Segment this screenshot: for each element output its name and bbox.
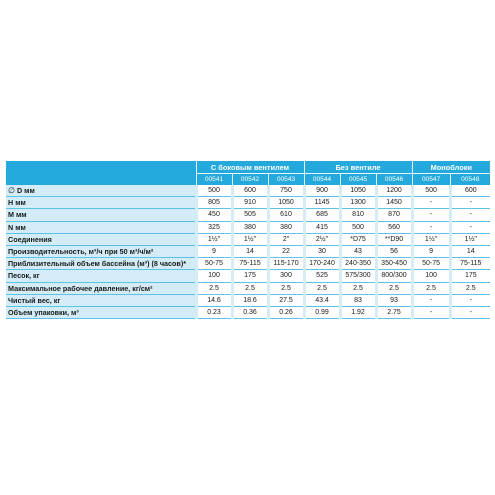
table-cell: 1050 (268, 197, 304, 209)
table-cell: - (450, 209, 490, 221)
table-row (6, 197, 490, 209)
table-cell: 500 (340, 221, 376, 233)
table-cell: 2.5 (268, 282, 304, 294)
table-cell: - (412, 209, 450, 221)
table-cell: 100 (412, 270, 450, 282)
table-cell: - (450, 306, 490, 318)
table-cell: 1200 (376, 185, 412, 197)
row-label-text: Чистый вес, кг (8, 295, 61, 305)
table-cell: 2.5 (376, 282, 412, 294)
table-cell: 750 (268, 185, 304, 197)
table-cell: 575/300 (340, 270, 376, 282)
table-cell: 0.99 (304, 306, 340, 318)
table-cell: 800/300 (376, 270, 412, 282)
group-header-row (6, 161, 490, 174)
table-cell: 0.23 (196, 306, 232, 318)
code-header: 00543 (268, 174, 304, 186)
table-cell: - (412, 221, 450, 233)
table-cell: 14.6 (196, 294, 232, 306)
table-cell: 525 (304, 270, 340, 282)
table-cell: 500 (412, 185, 450, 197)
row-label-text: H мм (8, 198, 26, 208)
row-label-text: N мм (8, 222, 26, 232)
table-cell: - (412, 306, 450, 318)
row-label (6, 233, 196, 245)
table-cell: 50-75 (196, 258, 232, 270)
table-cell: 14 (450, 245, 490, 257)
table-cell: 175 (450, 270, 490, 282)
code-header: 00548 (450, 174, 490, 186)
row-label (6, 306, 196, 318)
table-cell: 30 (304, 245, 340, 257)
row-label (6, 258, 196, 270)
table-cell: 350-450 (376, 258, 412, 270)
table-row (6, 209, 490, 221)
table-cell: 1½" (196, 233, 232, 245)
table-cell: 43.4 (304, 294, 340, 306)
table-cell: 325 (196, 221, 232, 233)
table-cell: 500 (196, 185, 232, 197)
table-cell: 910 (232, 197, 268, 209)
table-cell: 1050 (340, 185, 376, 197)
table-cell: 93 (376, 294, 412, 306)
table-cell: 0.36 (232, 306, 268, 318)
table-cell: 1300 (340, 197, 376, 209)
code-header: 00545 (340, 174, 376, 186)
table-cell: 170-240 (304, 258, 340, 270)
table-cell: 450 (196, 209, 232, 221)
table-row (6, 270, 490, 282)
table-cell: 9 (196, 245, 232, 257)
table-cell: 2" (268, 233, 304, 245)
header-corner (6, 161, 196, 174)
row-label-text: D мм (16, 186, 35, 196)
table-cell: 2.5 (304, 282, 340, 294)
table-cell: 27.5 (268, 294, 304, 306)
table-cell: 600 (232, 185, 268, 197)
table-cell: 380 (268, 221, 304, 233)
row-label (6, 270, 196, 282)
row-label-text: Производительность, м³/ч при 50 м³/ч/м² (8, 247, 154, 257)
table-cell: 56 (376, 245, 412, 257)
table-cell: 560 (376, 221, 412, 233)
table-cell: 22 (268, 245, 304, 257)
table-cell: 2½" (304, 233, 340, 245)
row-label (6, 245, 196, 257)
table-cell: - (412, 294, 450, 306)
table-cell: - (450, 221, 490, 233)
row-label-text: Приблизительный объем бассейна (м³) (8 часов)* (8, 259, 187, 269)
specs-table (6, 161, 490, 319)
table-row (6, 185, 490, 197)
table-cell: 100 (196, 270, 232, 282)
table-cell: *D75 (340, 233, 376, 245)
row-label-text: Объем упаковки, м³ (8, 307, 79, 317)
row-label (6, 294, 196, 306)
row-label-text: Песок, кг (8, 271, 40, 281)
header-corner-lower (6, 174, 196, 186)
table-cell: 380 (232, 221, 268, 233)
table-cell: 9 (412, 245, 450, 257)
specs-body (6, 185, 490, 319)
row-label-text: Максимальное рабочее давление, кг/см² (8, 283, 153, 293)
group-header: Без вентиле (304, 161, 412, 174)
row-label-text: Соединения (8, 234, 52, 244)
table-cell: 18.6 (232, 294, 268, 306)
table-cell: - (450, 197, 490, 209)
code-header: 00541 (196, 174, 232, 186)
row-label (6, 197, 196, 209)
row-label (6, 282, 196, 294)
group-header: Моноблоки (412, 161, 490, 174)
table-cell: 300 (268, 270, 304, 282)
table-cell: 1450 (376, 197, 412, 209)
row-label (6, 209, 196, 221)
row-label (6, 185, 196, 197)
table-cell: 1.92 (340, 306, 376, 318)
table-cell: 2.5 (232, 282, 268, 294)
table-cell: 83 (340, 294, 376, 306)
table-cell: 75-115 (450, 258, 490, 270)
table-cell: - (412, 197, 450, 209)
diameter-icon: ∅ (8, 186, 15, 196)
table-cell: **D90 (376, 233, 412, 245)
table-cell: 2.5 (340, 282, 376, 294)
table-cell: 75-115 (232, 258, 268, 270)
row-label (6, 221, 196, 233)
table-cell: 810 (340, 209, 376, 221)
table-cell: 2.5 (450, 282, 490, 294)
table-cell: 2.5 (196, 282, 232, 294)
table-row (6, 258, 490, 270)
table-cell: 900 (304, 185, 340, 197)
table-cell: 14 (232, 245, 268, 257)
table-cell: 805 (196, 197, 232, 209)
code-header-row (6, 174, 490, 186)
table-cell: 870 (376, 209, 412, 221)
table-row (6, 233, 490, 245)
table-cell: 115-170 (268, 258, 304, 270)
table-cell: 175 (232, 270, 268, 282)
table-cell: 1145 (304, 197, 340, 209)
table-cell: 1½" (450, 233, 490, 245)
table-row (6, 294, 490, 306)
table-row (6, 245, 490, 257)
code-header: 00542 (232, 174, 268, 186)
table-cell: 43 (340, 245, 376, 257)
table-cell: 505 (232, 209, 268, 221)
table-cell: 0.26 (268, 306, 304, 318)
table-cell: 415 (304, 221, 340, 233)
table-row (6, 282, 490, 294)
code-header: 00546 (376, 174, 412, 186)
code-header: 00544 (304, 174, 340, 186)
table-cell: 240-350 (340, 258, 376, 270)
table-cell: 1½" (412, 233, 450, 245)
code-header: 00547 (412, 174, 450, 186)
specs-table-wrapper (6, 161, 490, 319)
table-cell: 2.75 (376, 306, 412, 318)
table-cell: 50-75 (412, 258, 450, 270)
row-label-text: M мм (8, 210, 27, 220)
table-row (6, 306, 490, 318)
table-cell: 1½" (232, 233, 268, 245)
table-cell: - (450, 294, 490, 306)
table-cell: 685 (304, 209, 340, 221)
table-row (6, 221, 490, 233)
table-cell: 600 (450, 185, 490, 197)
table-cell: 2.5 (412, 282, 450, 294)
table-cell: 610 (268, 209, 304, 221)
group-header: С боковым вентилем (196, 161, 304, 174)
